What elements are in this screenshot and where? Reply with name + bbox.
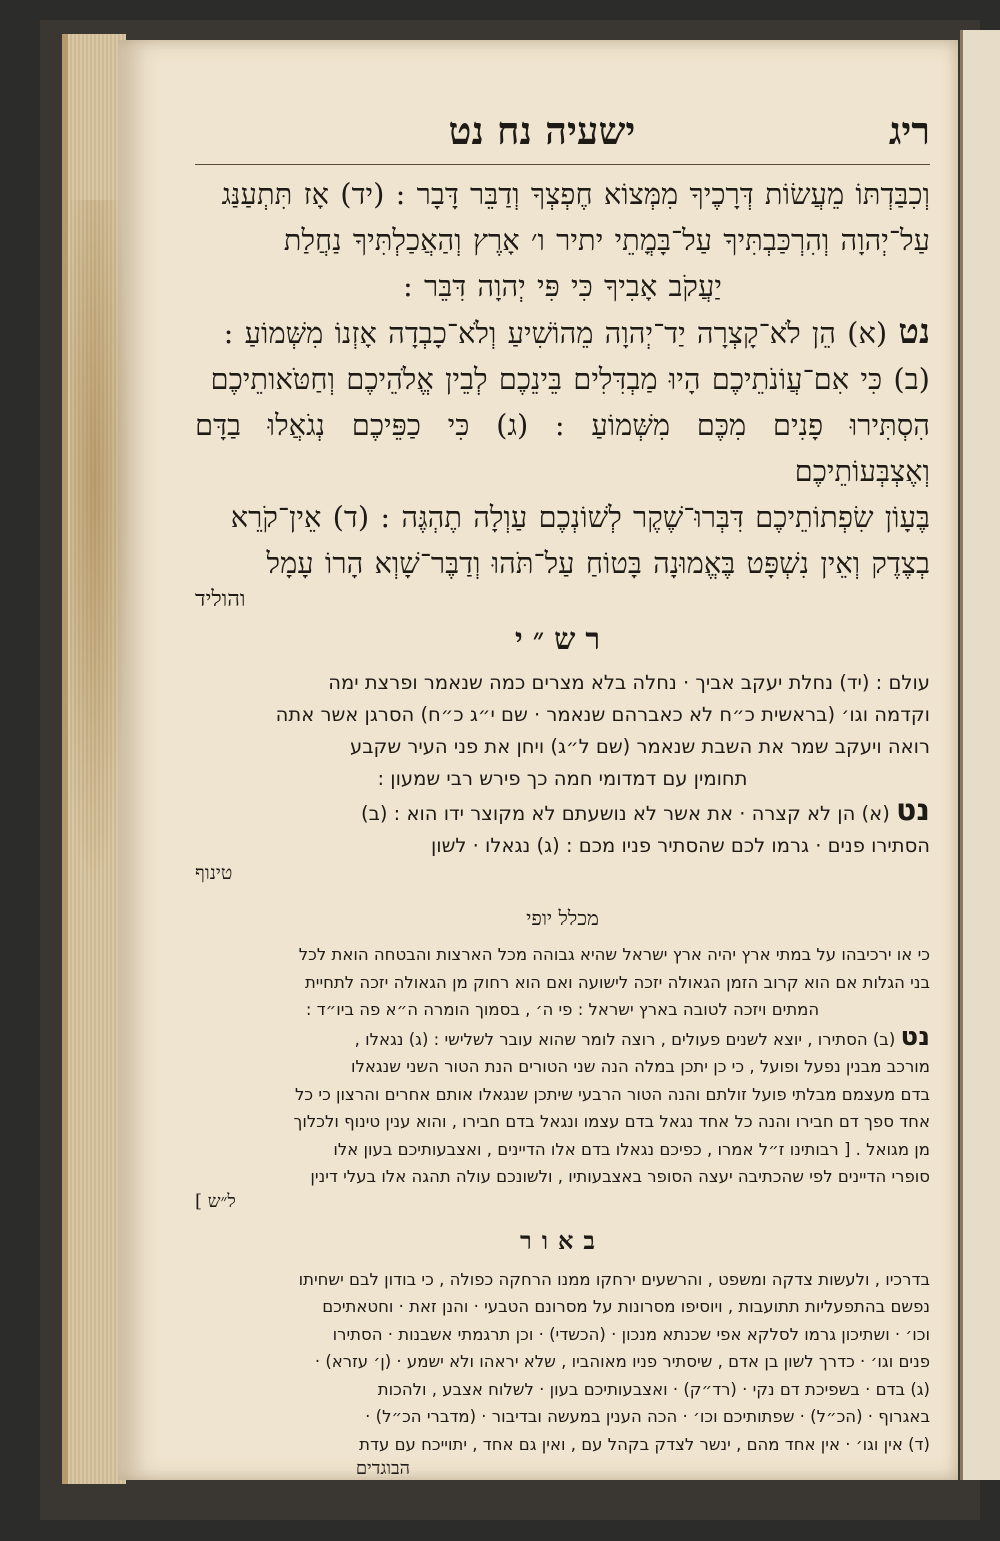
chapter-number: נט xyxy=(898,312,930,352)
commentary-line: בני הגלות אם הוא קרוב הזמן הגאולה יזכה לישועה ואם הוא רחוק מן הגאולה יזכה לתחיית xyxy=(304,972,930,992)
verse-text: (א) הֵן לֹא־קָצְרָה יַד־יְהוָה מֵהוֹשִׁיעַ וְלֹא־כָבְדָה אָזְנוֹ מִשְּׁמוֹעַ : xyxy=(223,316,888,350)
commentary-line: נפשם בהתפעליות תתועבות , ויוסיפו מסרונות על מסרונם הטבעי · והנן זאת · וחטאתיכם xyxy=(322,1297,930,1316)
verse-line: עַל־יְהוָה וְהִרְכַּבְתִּיךָ עַל־בָּמֳתֵי יתיר ו׳ אָרֶץ וְהַאֲכַלְתִּיךָ נַחֲלַת xyxy=(283,223,930,257)
verse-line-ch59 xyxy=(195,309,930,356)
biur-commentary xyxy=(195,1266,930,1480)
verse-line: וְכִבַּדְתּוֹ מֵעֲשׂוֹת דְּרָכֶיךָ מִמְּצוֹא חֶפְצְךָ וְדַבֵּר דָּבָר : (יד) אָז תִּתְעַנַּג xyxy=(221,177,930,211)
commentary-line: באגרוף · (הכ״ל) · שפתותיכם וכו׳ · הכה הענין במעשה ובדיבור · (מדברי הכ״ל) · xyxy=(365,1407,930,1426)
verse-line: בֶּעָוֹן שִׂפְתוֹתֵיכֶם דִּבְּרוּ־שֶׁקֶר לְשׁוֹנְכֶם עַוְלָה תֶהְגֶּה : (ד) אֵין־קֹרֵא xyxy=(230,500,930,534)
michlal-yofi-title: מכלל יופי xyxy=(526,906,599,930)
book-title: ישעיה נח נט xyxy=(448,108,636,153)
commentary-line: מן מגואל . [ רבותינו ז״ל אמרו , כפיכם נגאלו בדם אלו הדיינים , ואצבעותיכם בעון אלו xyxy=(333,1139,930,1159)
commentary-line: מורכב מבנין נפעל ופועל , כי כן יתכן במלה הנה שני הטורים הנת הטור השני שנגאלו xyxy=(350,1057,930,1076)
rashi-text: (א) הן לא קצרה · את אשר לא נושעתם לא מקוצר ידו הוא : (ב) xyxy=(360,802,890,825)
commentary-line: (ג) בדם · בשפיכת דם נקי · (רד״ק) · ואצבעותיכם בעון · לשלוח אצבע , ולהכות xyxy=(377,1379,930,1399)
rashi-line: וקדמה וגו׳ (בראשית כ״ח לא כאברהם שנאמר · שם י״ג כ״ח) הסרגן אשר אתה xyxy=(275,703,930,726)
facing-page-edge xyxy=(960,30,1000,1480)
commentary-line: ל״ש ] xyxy=(195,1190,236,1212)
rashi-line: תחומין עם דמדומי חמה כך פירש רבי שמעון : xyxy=(377,767,748,790)
michlal-yofi-commentary xyxy=(195,941,930,1212)
commentary-line: סופרי הדיינים לפי שהכתיבה יעצה הסופר באצבעותיו , ולשונכם עולה תהגה אלו בעלי דינין xyxy=(310,1167,930,1186)
biur-title: באור xyxy=(520,1225,605,1255)
water-stain xyxy=(70,200,130,900)
verse-line: הִסְתִּירוּ פָנִים מִכֶּם מִשְּׁמוֹעַ : (ג) כִּי כַפֵּיכֶם נְגֹאֲלוּ בַדָּם וְאֶצְבְּעוֹתֵיכֶם xyxy=(195,408,930,488)
commentary-line: בדם מעצמם מבלתי פועל זולתם והנה הטור הרבעי שיתכן שנגאלו אותם אחרים והרצון כי כל xyxy=(295,1084,930,1104)
catchword: הבוגדים xyxy=(355,1458,410,1479)
rashi-line: עולם : (יד) נחלת יעקב אביך · נחלה בלא מצרים כמה שנאמר ופרצת ימה xyxy=(328,671,930,694)
commentary-line: בדרכיו , ולעשות צדקה ומשפט , והרשעים ירחקו ממנו הרחקה כפולה , כי בודון לבם ישחיתו xyxy=(298,1269,930,1289)
rashi-line: רואה ויעקב שמר את השבת שנאמר (שם ל״ג) ויחן את פני העיר שקבע xyxy=(350,735,930,758)
verse-line: (ב) כִּי אִם־עֲוֹנֹתֵיכֶם הָיוּ מַבְדִּלִים בֵּינֵכֶם לְבֵין אֱלֹהֵיכֶם וְחַטֹּאותֵיכֶם xyxy=(210,362,930,396)
catchword: והוליד xyxy=(195,587,246,612)
rashi-line-ch59 xyxy=(195,795,930,830)
commentary-line: וכו׳ · ושתיכון גרמו לסלקא אפי שכנתא מנכון · (הכשדי) · וכן תרגמתי אשבנות · הסתירו xyxy=(332,1324,930,1344)
commentary-line: המתים ויזכה לטובה בארץ ישראל : פי ה׳ , בסמוך הומרה ה״א פה ביו״ד : xyxy=(305,1000,820,1019)
commentary-line: פנים וגו׳ · כדרך לשון בן אדם , שיסתיר פניו מאוהביו , שלא יראהו ולא ישמע · (ן׳ עזרא) · xyxy=(314,1352,930,1371)
rashi-line: הסתירו פנים · גרמו לכם שהסתיר פניו מכם : (ג) נגאלו · לשון xyxy=(430,834,930,857)
rashi-title: רש״י xyxy=(514,622,611,657)
scripture-text xyxy=(195,171,930,616)
page-content xyxy=(195,108,930,1479)
page-number: ריג xyxy=(888,108,930,153)
rashi-commentary xyxy=(195,667,930,892)
commentary-line: (ד) אין וגו׳ · אין אחד מהם , ינשר לצדק בקהל עם , ואין גם אחד , יתוייכח עם עדת xyxy=(359,1434,930,1454)
commentary-line-ch59 xyxy=(195,1021,930,1054)
chapter-number: נט xyxy=(896,793,930,828)
verse-line: בְצֶדֶק וְאֵין נִשְׁפָּט בֶּאֱמוּנָה בָּטוֹחַ עַל־תֹּהוּ וְדַבֶּר־שָׁוְא הָרוֹ עָמָל xyxy=(266,546,930,580)
commentary-line: אחד ספך דם חבירו והנה כל אחד נגאל בדם עצמו ונגאל בדם חבירו , והוא ענין טינוף ולכלוך xyxy=(293,1112,930,1131)
catchword: טינוף xyxy=(195,862,233,884)
chapter-number: נט xyxy=(900,1021,930,1052)
commentary-line: כי או ירכיבהו על במתי ארץ יהיה ארץ ישראל שהיא גבוהה מכל הארצות והבטחה הואת לכל xyxy=(298,945,930,964)
verse-line: יַעֲקֹב אָבִיךָ כִּי פִּי יְהוָה דִּבֵּר : xyxy=(403,269,722,303)
running-header xyxy=(195,108,930,165)
commentary-text: (ב) הסתירו , יוצא לשנים פעולים , רוצה לומר שהוא עובר לשלישי : (ג) נגאלו , xyxy=(354,1029,896,1049)
